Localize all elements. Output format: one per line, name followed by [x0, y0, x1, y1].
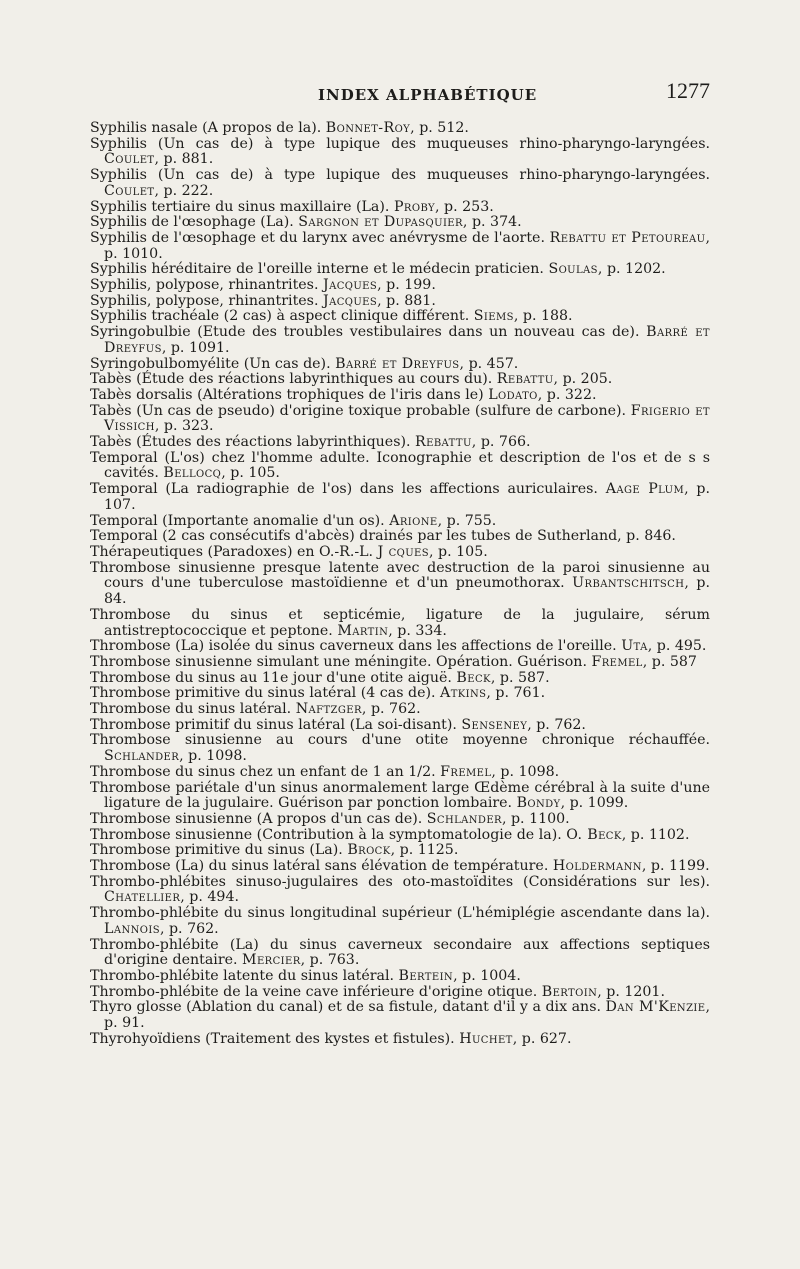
entry-subject: Thrombo-phlébite de la veine cave inférieure d'origine otique. [90, 983, 538, 1000]
index-entry [90, 168, 710, 199]
entry-author: Chatellier [104, 889, 181, 906]
entry-author: Proby [393, 198, 436, 215]
entry-subject: Thrombose pariétale d'un sinus anormalement large Œdème cérébral à la suite d'une ligature de la jugulaire. Guérison par ponction lombaire. [90, 779, 710, 812]
entry-subject: Temporal (2 cas consécutifs d'abcès) drainés par les tubes de Sutherland, p. 846. [90, 528, 676, 545]
entry-author: Barré et Dreyfus [335, 355, 460, 372]
index-entry [90, 278, 710, 294]
entry-page-ref: , p. 881. [377, 292, 436, 309]
entry-page-ref: , p. 107. [104, 481, 710, 513]
entry-page-ref: , p. 587 [642, 653, 697, 670]
entry-subject: Thrombo-phlébites sinuso-jugulaires des oto-mastoïdites (Considérations sur les). [90, 873, 710, 890]
entry-subject: Syphilis, polypose, rhinantrites. [90, 292, 319, 309]
index-entry [90, 702, 710, 718]
entry-author: Jacques [322, 277, 378, 294]
entry-subject: Temporal (Importante anomalie d'un os). [90, 512, 385, 529]
entry-subject: Thrombose (La) isolée du sinus caverneux dans les affections de l'oreille. [90, 638, 617, 655]
entry-author: Sargnon et Dupasquier [298, 214, 463, 231]
entry-page-ref: , p. 761. [486, 685, 546, 702]
entry-author: Naftzger [295, 701, 362, 718]
entry-author: Martin [337, 622, 389, 639]
entry-page-ref: , p. 762. [159, 920, 219, 937]
entry-author: J cques [377, 543, 430, 560]
entry-subject: Thrombose sinusienne presque latente avec destruction de la paroi sinusienne au cours d'une tuberculose mastoïdienne et d'un pneumothorax. [90, 559, 710, 592]
entry-subject: Thérapeutiques (Paradoxes) en O.-R.-L. [90, 543, 374, 560]
entry-page-ref: , p. 762. [527, 716, 586, 733]
entry-author: Huchet [459, 1030, 513, 1047]
entry-page-ref: , p. 188. [513, 308, 573, 325]
entry-subject: Thyro glosse (Ablation du canal) et de sa fistule, datant d'il y a dix ans. [90, 999, 601, 1016]
index-entries [90, 121, 710, 1047]
entry-author: Schlander [426, 810, 502, 827]
entry-author: Schlander [104, 748, 180, 765]
entry-author: Bertein [398, 967, 454, 984]
entry-page-ref: , p. 105. [429, 543, 488, 560]
entry-page-ref: , p. 322. [537, 386, 597, 403]
index-entry [90, 608, 710, 639]
entry-author: Lodato [488, 386, 538, 403]
index-entry [90, 686, 710, 702]
index-entry [90, 529, 710, 545]
entry-page-ref: , p. 1010. [104, 229, 710, 262]
entry-page-ref: , p. 84. [104, 575, 710, 608]
page-title: INDEX ALPHABÉTIQUE [318, 86, 538, 104]
entry-subject: Thrombose du sinus latéral. [90, 701, 292, 718]
entry-author: Bellocq [163, 465, 222, 482]
entry-author: Aage Plum [605, 481, 685, 498]
entry-subject: Thrombose primitive du sinus latéral (4 cas de). [90, 685, 436, 702]
index-entry [90, 372, 710, 388]
entry-subject: Syringobulbomyélite (Un cas de). [90, 355, 331, 372]
index-entry [90, 985, 710, 1001]
entry-page-ref: , p. 1098. [491, 763, 560, 780]
index-entry [90, 435, 710, 451]
index-entry [90, 781, 710, 812]
entry-subject: Syphilis nasale (A propos de la). [90, 120, 322, 136]
index-entry [90, 231, 710, 262]
entry-page-ref: , p. 763. [300, 952, 360, 969]
entry-subject: Syphilis de l'œsophage (La). [90, 214, 294, 231]
entry-subject: Temporal (La radiographie de l'os) dans les affections auriculaires. [90, 481, 598, 498]
index-entry [90, 309, 710, 325]
entry-page-ref: , p. 374. [462, 214, 522, 231]
entry-page-ref: , p. 253. [435, 198, 494, 215]
entry-page-ref: , p. 91. [104, 999, 710, 1032]
entry-author: Dan M'Kenzie [605, 999, 706, 1016]
entry-author: Lannois [104, 920, 160, 937]
index-entry [90, 357, 710, 373]
entry-subject: Thrombo-phlébite (La) du sinus caverneux secondaire aux affections septiques d'origine dentaire. [90, 936, 710, 969]
page-number: 1277 [666, 78, 710, 103]
entry-subject: Thrombose (La) du sinus latéral sans élévation de température. [90, 858, 549, 875]
entry-subject: Syphilis (Un cas de) à type lupique des muqueuses rhino-pharyngo-laryngées. [90, 135, 710, 152]
entry-subject: Thrombose du sinus chez un enfant de 1 an 1/2. [90, 763, 436, 780]
entry-author: Coulet [104, 151, 155, 168]
entry-subject: Tabès (Étude des réactions labyrinthiques au cours du). [90, 371, 493, 388]
index-entry [90, 671, 710, 687]
entry-page-ref: , p. 587. [490, 669, 550, 686]
index-entry [90, 121, 710, 137]
entry-page-ref: , p. 1091. [161, 339, 230, 356]
index-entry [90, 969, 710, 985]
entry-author: Rebattu [415, 434, 472, 451]
entry-page-ref: , p. 512. [410, 120, 469, 136]
entry-subject: Thrombose du sinus au 11e jour d'une otite aiguë. [90, 669, 452, 686]
entry-page-ref: , p. 494. [180, 889, 239, 906]
entry-page-ref: , p. 1125. [390, 842, 459, 859]
running-head [0, 78, 800, 108]
index-entry [90, 514, 710, 530]
entry-subject: Thrombose primitive du sinus (La). [90, 842, 343, 859]
entry-subject: Thyrohyoïdiens (Traitement des kystes et fistules). [90, 1030, 455, 1047]
index-entry [90, 843, 710, 859]
entry-subject: Thrombo-phlébite du sinus longitudinal supérieur (L'hémiplégie ascendante dans la). [90, 905, 710, 922]
entry-author: Soulas [548, 261, 598, 278]
entry-subject: Thrombose du sinus et septicémie, ligature de la jugulaire, sérum antistreptococcique et peptone. [90, 606, 710, 639]
entry-author: Senseney [461, 716, 528, 733]
index-entry [90, 859, 710, 875]
entry-page-ref: , p. 1098. [179, 748, 247, 765]
entry-author: Arione [389, 512, 438, 529]
entry-author: Brock [347, 842, 391, 859]
entry-author: Fremel [440, 763, 492, 780]
entry-subject: Thrombose sinusienne simulant une méningite. Opération. Guérison. [90, 653, 587, 670]
entry-page-ref: , p. 105. [221, 465, 280, 482]
entry-page-ref: , p. 205. [553, 371, 613, 388]
index-entry [90, 451, 710, 482]
entry-page-ref: , p. 1004. [453, 967, 521, 984]
index-entry [90, 545, 710, 561]
entry-author: Barré et Dreyfus [104, 324, 710, 356]
entry-page-ref: , p. 766. [471, 434, 531, 451]
entry-author: Jacques [322, 292, 378, 309]
entry-subject: Thrombose sinusienne (Contribution à la symptomatologie de la). [90, 826, 562, 843]
entry-subject: Thrombo-phlébite latente du sinus latéral. [90, 967, 395, 984]
entry-page-ref: , p. 1100. [501, 810, 570, 827]
entry-author: Holdermann [552, 858, 642, 875]
index-entry [90, 561, 710, 608]
index-entry [90, 655, 710, 671]
entry-author: Fremel [591, 653, 643, 670]
index-entry [90, 938, 710, 969]
index-entry [90, 1032, 710, 1048]
entry-author: Uta [621, 638, 648, 655]
entry-author: Rebattu et Petoureau [549, 229, 706, 246]
entry-author: Bondy [516, 795, 561, 812]
entry-subject: Syphilis de l'œsophage et du larynx avec anévrysme de l'aorte. [90, 229, 545, 246]
index-entry [90, 875, 710, 906]
entry-author: Atkins [440, 685, 487, 702]
entry-author: O. Beck [566, 826, 622, 843]
entry-page-ref: , p. 334. [388, 622, 447, 639]
entry-page-ref: , p. 495. [647, 638, 707, 655]
entry-subject: Thrombose sinusienne (A propos d'un cas de). [90, 810, 423, 827]
entry-page-ref: , p. 1099. [560, 795, 629, 812]
index-entry [90, 639, 710, 655]
entry-subject: Thrombose primitif du sinus latéral (La soi-disant). [90, 716, 457, 733]
entry-subject: Tabès (Un cas de pseudo) d'origine toxique probable (sulfure de carbone). [90, 402, 627, 419]
entry-author: Beck [456, 669, 491, 686]
entry-subject: Syphilis trachéale (2 cas) à aspect clinique différent. [90, 308, 470, 325]
index-entry [90, 262, 710, 278]
entry-author: Frigerio et Vissich [104, 402, 710, 435]
entry-page-ref: , p. 199. [377, 277, 436, 294]
index-entry [90, 482, 710, 513]
entry-author: Rebattu [496, 371, 554, 388]
entry-author: Bonnet-Roy [325, 120, 411, 136]
index-entry [90, 200, 710, 216]
entry-page-ref: , p. 762. [361, 701, 421, 718]
entry-subject: Thrombose sinusienne au cours d'une otite moyenne chronique réchauffée. [90, 732, 710, 749]
entry-author: Urbantschitsch [572, 575, 685, 592]
entry-subject: Temporal (L'os) chez l'homme adulte. Iconographie et description de l'os et de s s cavités. [90, 449, 710, 482]
index-entry [90, 388, 710, 404]
index-entry [90, 718, 710, 734]
entry-page-ref: , p. 222. [154, 182, 214, 199]
index-entry [90, 215, 710, 231]
entry-page-ref: , p. 1202. [597, 261, 666, 278]
entry-subject: Syphilis tertiaire du sinus maxillaire (La). [90, 198, 390, 215]
entry-subject: Syringobulbie (Etude des troubles vestibulaires dans un nouveau cas de). [90, 324, 640, 341]
entry-page-ref: , p. 1102. [621, 826, 690, 843]
entry-author: Siems [473, 308, 514, 325]
entry-author: Mercier [242, 952, 301, 969]
index-entry [90, 325, 710, 356]
index-entry [90, 1000, 710, 1031]
entry-page-ref: , p. 457. [459, 355, 519, 372]
entry-subject: Syphilis héréditaire de l'oreille interne et le médecin praticien. [90, 261, 544, 278]
index-entry [90, 828, 710, 844]
entry-author: Coulet [104, 182, 155, 199]
index-entry [90, 906, 710, 937]
entry-page-ref: , p. 1201. [597, 983, 665, 1000]
entry-author: Bertoin [541, 983, 598, 1000]
index-entry [90, 765, 710, 781]
index-entry [90, 137, 710, 168]
index-entry [90, 404, 710, 435]
index-entry [90, 733, 710, 764]
entry-page-ref: , p. 627. [512, 1030, 572, 1047]
index-entry [90, 812, 710, 828]
entry-subject: Tabès dorsalis (Altérations trophiques de l'iris dans le) [90, 386, 484, 403]
entry-page-ref: , p. 755. [437, 512, 497, 529]
entry-page-ref: , p. 881. [154, 151, 214, 168]
entry-subject: Syphilis, polypose, rhinantrites. [90, 277, 319, 294]
entry-page-ref: , p. 323. [154, 418, 214, 435]
entry-subject: Syphilis (Un cas de) à type lupique des muqueuses rhino-pharyngo-laryngées. [90, 167, 710, 184]
entry-page-ref: , p. 1199. [641, 858, 710, 875]
entry-subject: Tabès (Études des réactions labyrinthiques). [90, 434, 411, 451]
